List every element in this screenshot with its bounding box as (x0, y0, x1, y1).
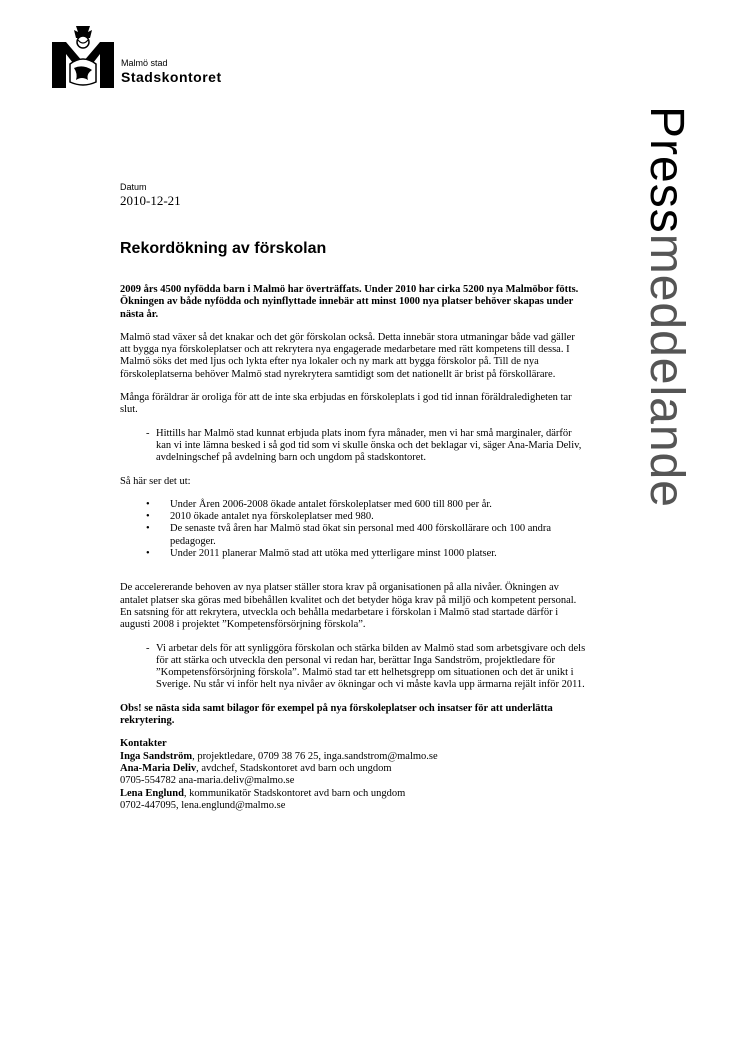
contact-name: Lena Englund (120, 787, 184, 799)
contact-details: , kommunikatör Stadskontoret avd barn och ungdom (183, 787, 406, 799)
page-title: Rekordökning av förskolan (120, 240, 327, 257)
paragraph: De accelererande behoven av nya platser ställer stora krav på organisationen på alla nivåer. Ökningen av antalet platser ska göras med bibehållen kvalitet och det betyder höga krav på miljö och kompetent personal. En satsning för att rekrytera, utveckla och behålla medarbetare i förskolan i Malmö stad startade därför i augusti 2008 i projektet ”Kompetensförsörjning förskola”. (120, 582, 577, 631)
organization-header (121, 58, 222, 85)
quote-block (120, 428, 586, 465)
press-label: Press (640, 106, 693, 234)
lead-paragraph: 2009 års 4500 nyfödda barn i Malmö har överträffats. Under 2010 har cirka 5200 nya Malmöbor fötts. Ökningen av både nyfödda och nyinflyttade innebär att minst 1000 nya platser behöver skapas under nästa år. (120, 284, 579, 320)
contact-line: 0702-447095, lena.englund@malmo.se (120, 799, 286, 811)
city-name: Malmö stad (121, 58, 168, 68)
quote-text: Hittills har Malmö stad kunnat erbjuda plats inom fyra månader, men vi har små marginaler, därför kan vi inte lämna besked i så god tid som vi skulle önska och det beklagar vi, säger Ana-Maria Deliv, avdelningschef på avdelning barn och ungdom på stadskontoret. (156, 427, 582, 464)
article-body (120, 284, 586, 812)
list-item: • Under 2011 planerar Malmö stad att utöka med ytterligare minst 1000 platser. (170, 548, 586, 560)
contact-details: , avdchef, Stadskontoret avd barn och ungdom (196, 762, 392, 774)
date-value: 2010-12-21 (120, 193, 181, 208)
quote-block (120, 643, 586, 692)
dash-marker: - (146, 427, 150, 439)
facts-heading: Så här ser det ut: (120, 475, 191, 487)
press-release-label (640, 106, 693, 508)
paragraph: Många föräldrar är oroliga för att de inte ska erbjudas en förskoleplats i god tid innan föräldraledigheten tar slut. (120, 392, 572, 416)
contacts-section (120, 738, 586, 812)
list-item: • De senaste två åren har Malmö stad ökat sin personal med 400 förskollärare och 100 andra pedagoger. (170, 523, 586, 548)
list-item: • Under Åren 2006-2008 ökade antalet förskoleplatser med 600 till 800 per år. (170, 499, 586, 511)
list-item: • 2010 ökade antalet nya förskoleplatser med 980. (170, 511, 586, 523)
malmo-stad-logo (52, 24, 114, 88)
contact-line (120, 763, 586, 775)
contact-line (120, 751, 586, 763)
contact-name: Ana-Maria Deliv (120, 762, 197, 774)
release-label: meddelande (640, 233, 693, 508)
paragraph: Malmö stad växer så det knakar och det gör förskolan också. Detta innebär stora utmaningar både vad gäller att bygga nya förskoleplatser och att rekrytera nya engagerade medarbetare med rätt kompetens till dessa. I Malmö söks det med ljus och lykta efter nya lokaler och ny mark att bygga förskolor på. Till de nya förskoleplatserna behöver Malmö stad nyrekrytera samtidigt som det nationellt är brist på förskollärare. (120, 331, 575, 380)
contacts-heading: Kontakter (120, 738, 167, 750)
facts-list (120, 499, 586, 560)
dash-marker: - (146, 642, 150, 654)
quote-text: Vi arbetar dels för att synliggöra förskolan och stärka bilden av Malmö stad som arbetsgivare och dels för att stärka och utveckla den personal vi redan har, berättar Inga Sandström, projektledare för ”Kompetensförsörjning förskola”. Malmö stad tar ett helhetsgrepp om situationen och det är unikt i Sverige. Nu står vi inför helt nya nivåer av ökningar och vi måste kavla upp ärmarna rejält inför 2011. (156, 642, 586, 691)
contact-line (120, 788, 586, 800)
department-name: Stadskontoret (121, 69, 222, 85)
date-label: Datum (120, 182, 147, 192)
contact-details: , projektledare, 0709 38 76 25, inga.sandstrom@malmo.se (192, 750, 438, 762)
contact-line: 0705-554782 ana-maria.deliv@malmo.se (120, 775, 295, 787)
note-paragraph: Obs! se nästa sida samt bilagor för exempel på nya förskoleplatser och insatser för att underlätta rekrytering. (120, 702, 553, 727)
contact-name: Inga Sandström (120, 750, 193, 762)
